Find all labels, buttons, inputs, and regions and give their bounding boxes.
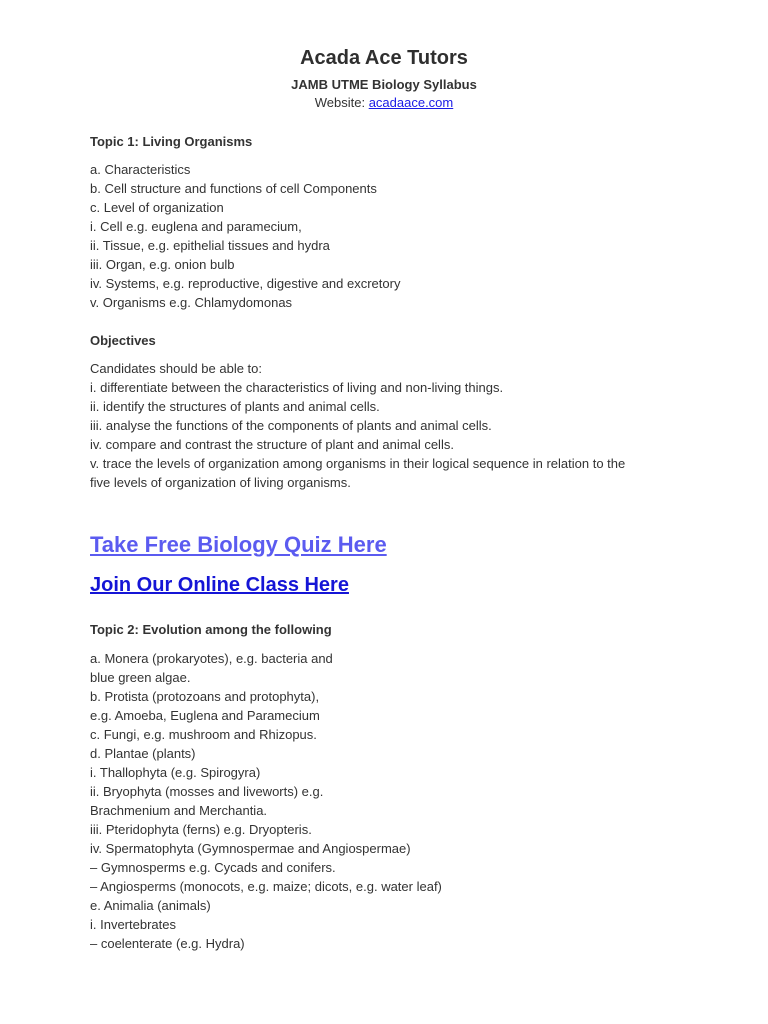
topic2-heading-block [90, 620, 690, 639]
list-item: i. Thallophyta (e.g. Spirogyra) [90, 765, 261, 780]
topic1-list [90, 160, 690, 312]
list-item: – coelenterate (e.g. Hydra) [90, 936, 245, 951]
list-item: iv. Spermatophyta (Gymnospermae and Angiospermae) [90, 841, 411, 856]
list-item: a. Monera (prokaryotes), e.g. bacteria and [90, 651, 333, 666]
topic2-heading: Topic 2: Evolution among the following [90, 622, 332, 637]
list-item: v. trace the levels of organization among organisms in their logical sequence in relation to the [90, 456, 626, 471]
website-line [0, 95, 768, 110]
list-item: five levels of organization of living organisms. [90, 475, 351, 490]
list-item: iv. Systems, e.g. reproductive, digestive and excretory [90, 276, 401, 291]
document-title: Acada Ace Tutors [300, 47, 468, 69]
topic2-list [90, 649, 690, 953]
list-item: b. Protista (protozoans and protophyta), [90, 689, 320, 704]
list-item: ii. identify the structures of plants and animal cells. [90, 399, 380, 414]
document-subtitle: JAMB UTME Biology Syllabus [291, 77, 477, 92]
list-item: i. Invertebrates [90, 917, 176, 932]
topic1-heading-block [90, 132, 690, 151]
list-item: i. differentiate between the characteristics of living and non-living things. [90, 380, 504, 395]
list-item: Brachmenium and Merchantia. [90, 803, 268, 818]
list-item: e. Animalia (animals) [90, 898, 211, 913]
website-label: Website: [314, 95, 369, 110]
list-item: iii. Organ, e.g. onion bulb [90, 257, 235, 272]
join-online-class-link[interactable]: Join Our Online Class Here [90, 574, 349, 596]
list-item: blue green algae. [90, 670, 191, 685]
take-quiz-link[interactable]: Take Free Biology Quiz Here [90, 532, 387, 557]
list-item: i. Cell e.g. euglena and paramecium, [90, 219, 302, 234]
list-item: – Angiosperms (monocots, e.g. maize; dicots, e.g. water leaf) [90, 879, 442, 894]
objectives-heading: Objectives [90, 333, 156, 348]
list-item: ii. Tissue, e.g. epithelial tissues and hydra [90, 238, 330, 253]
list-item: – Gymnosperms e.g. Cycads and conifers. [90, 860, 336, 875]
list-item: iv. compare and contrast the structure of plant and animal cells. [90, 437, 454, 452]
list-item: b. Cell structure and functions of cell Components [90, 181, 377, 196]
list-item: a. Characteristics [90, 162, 191, 177]
list-item: v. Organisms e.g. Chlamydomonas [90, 295, 293, 310]
list-item: d. Plantae (plants) [90, 746, 196, 761]
list-item: c. Fungi, e.g. mushroom and Rhizopus. [90, 727, 317, 742]
list-item: iii. Pteridophyta (ferns) e.g. Dryopteris. [90, 822, 312, 837]
topic1-heading: Topic 1: Living Organisms [90, 134, 253, 149]
list-item: c. Level of organization [90, 200, 224, 215]
objectives-intro: Candidates should be able to: [90, 361, 263, 376]
list-item: e.g. Amoeba, Euglena and Paramecium [90, 708, 320, 723]
list-item: ii. Bryophyta (mosses and liveworts) e.g. [90, 784, 324, 799]
website-link[interactable]: acadaace.com [368, 95, 454, 110]
objectives-heading-block [90, 331, 690, 350]
objectives-list [90, 359, 690, 492]
list-item: iii. analyse the functions of the components of plants and animal cells. [90, 418, 492, 433]
